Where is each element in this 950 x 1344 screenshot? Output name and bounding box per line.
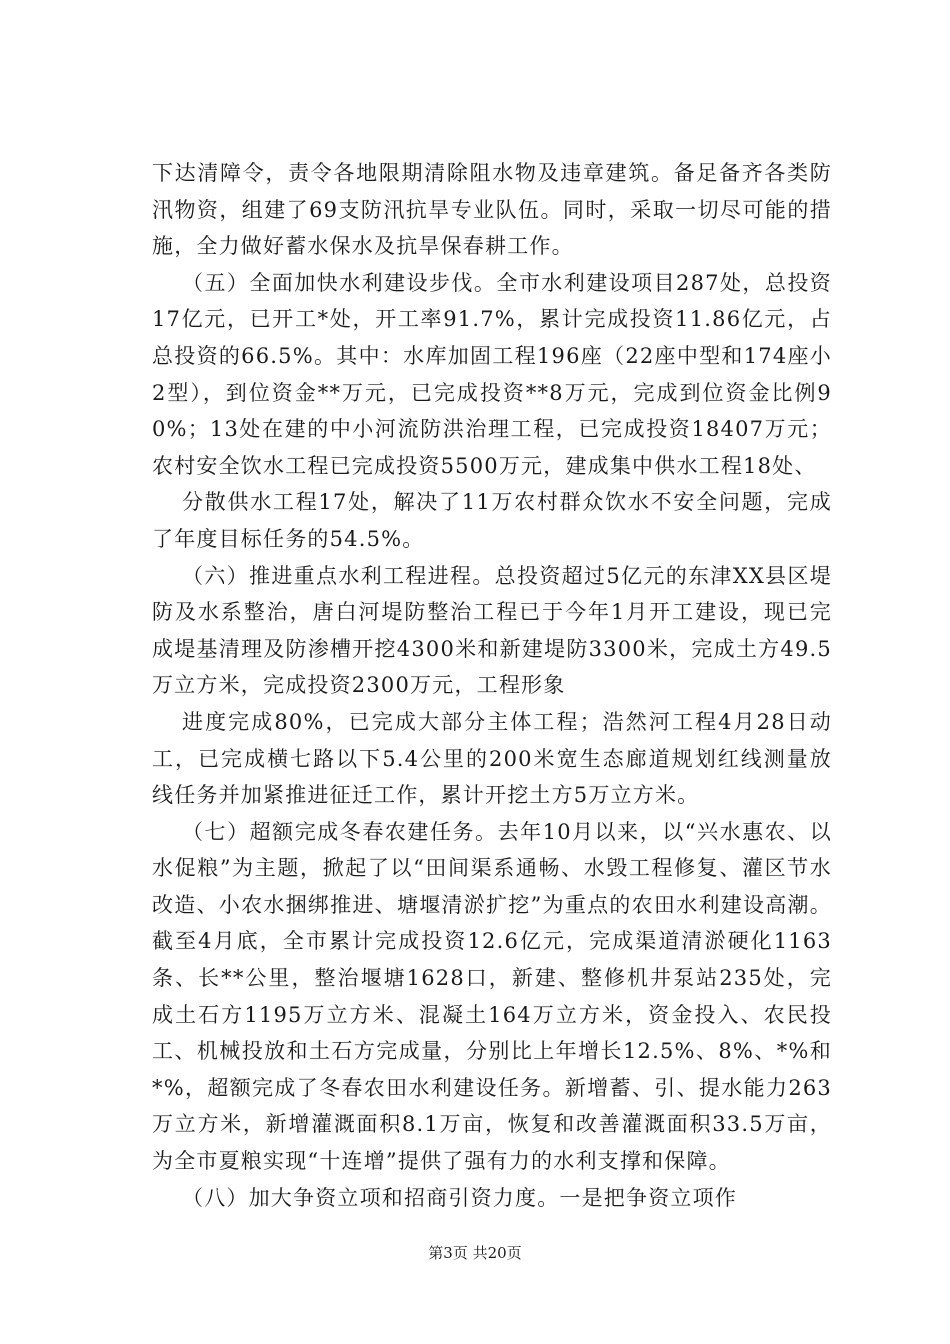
paragraph-section-8: （八）加大争资立项和招商引资力度。一是把争资立项作	[182, 1185, 737, 1210]
paragraph-section-6: （六）推进重点水利工程进程。总投资超过5亿元的东津XX县区堤防及水系整治，唐白河堤防整治工程已于今年1月开工建设，现已完成堤基清理及防渗槽开挖4300米和新建堤防3300米，完成土方49.5万立方米，完成投资2300万元，工程形象	[152, 563, 832, 698]
document-body	[152, 155, 832, 1216]
paragraph-flood-prep: 下达清障令，责令各地限期清除阻水物及违章建筑。备足备齐各类防汛物资，组建了69支防汛抗旱专业队伍。同时，采取一切尽可能的措施，全力做好蓄水保水及抗旱保春耕工作。	[152, 161, 832, 259]
paragraph-section-6-cont: 进度完成80%，已完成大部分主体工程；浩然河工程4月28日动工，已完成横七路以下5.4公里的200米宽生态廊道规划红线测量放线任务并加紧推进征迁工作，累计开挖土方5万立方米。	[152, 709, 832, 808]
paragraph-section-5-cont: 分散供水工程17处，解决了11万农村群众饮水不安全问题，完成了年度目标任务的54.5%。	[152, 490, 832, 551]
paragraph-section-5: （五）全面加快水利建设步伐。全市水利建设项目287处，总投资17亿元，已开工*处，开工率91.7%，累计完成投资11.86亿元，占总投资的66.5%。其中：水库加固工程196座（22座中型和174座小2型），到位资金**万元，已完成投资**8万元，完成到位资金比例90%；13处在建的中小河流防洪治理工程，已完成投资18407万元；农村安全饮水工程已完成投资5500万元，建成集中供水工程18处、	[152, 270, 832, 478]
paragraph-section-7: （七）超额完成冬春农建任务。去年10月以来，以“兴水惠农、以水促粮”为主题，掀起了以“田间渠系通畅、水毁工程修复、灌区节水改造、小农水捆绑推进、塘堰清淤扩挖”为重点的农田水利建设高潮。截至4月底，全市累计完成投资12.6亿元，完成渠道清淤硬化1163条、长**公里，整治堰塘1628口，新建、整修机井泵站235处，完成土石方1195万立方米、混凝土164万立方米，资金投入、农民投工、机械投放和土石方完成量，分别比上年增长12.5%、8%、*%和*%，超额完成了冬春农田水利建设任务。新增蓄、引、提水能力263万立方米，新增灌溉面积8.1万亩，恢复和改善灌溉面积33.5万亩，为全市夏粮实现“十连增”提供了强有力的水利支撑和保障。	[152, 819, 832, 1174]
page-number-footer: 第3页 共20页	[428, 1244, 522, 1262]
